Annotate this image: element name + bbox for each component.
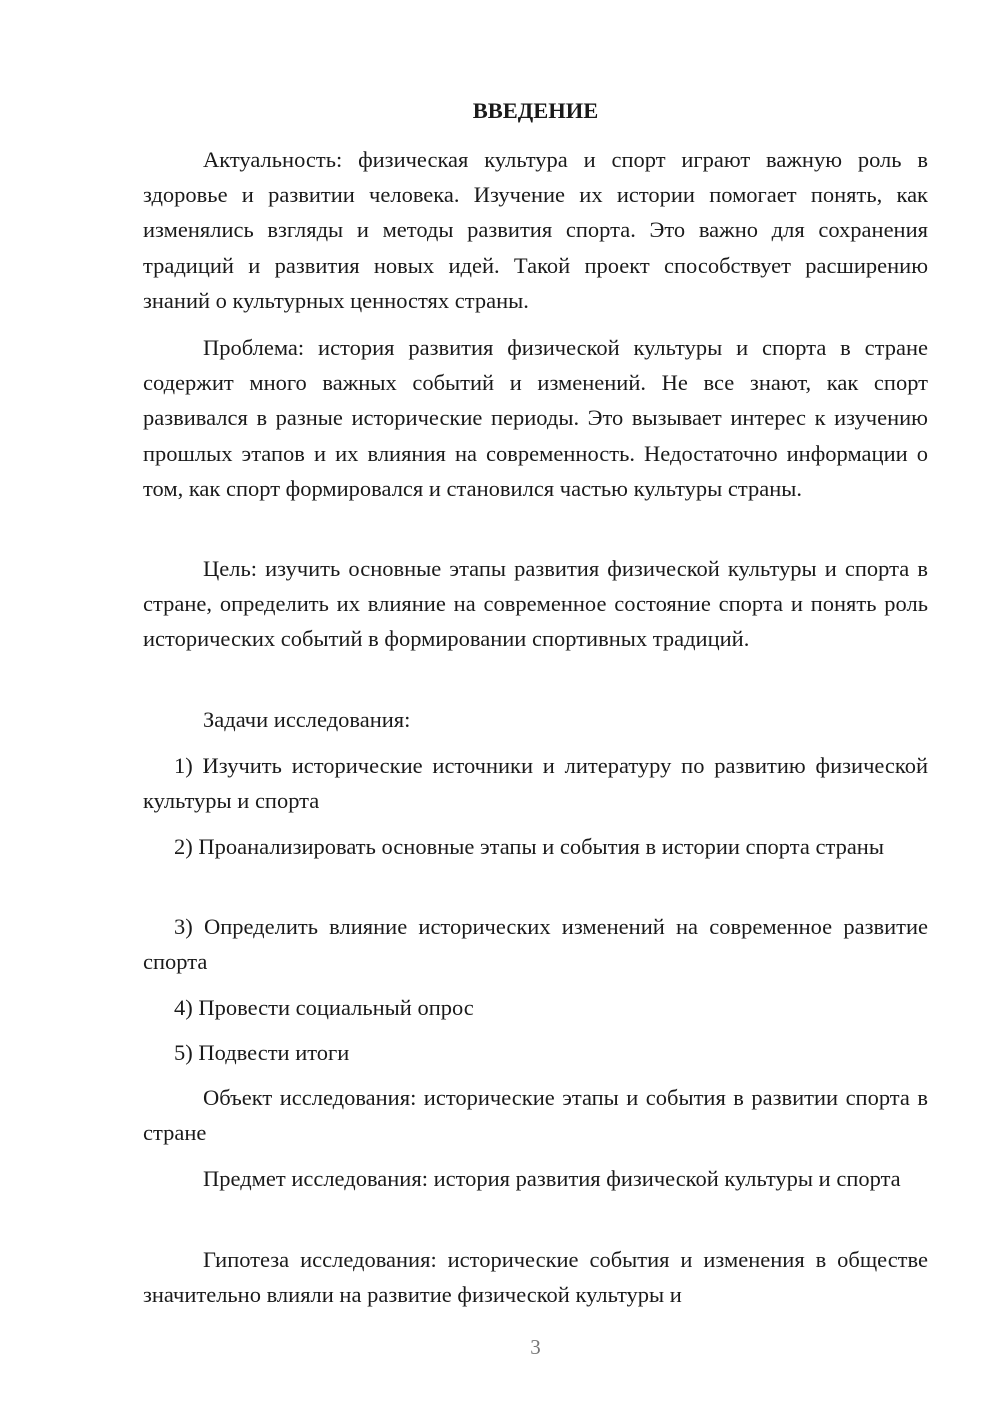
section-heading: ВВЕДЕНИЕ (472, 98, 599, 123)
paragraph-hypothesis: Гипотеза исследования: исторические события и изменения в обществе значительно влияли на развитие физической культуры и (143, 1247, 928, 1308)
page-number: 3 (530, 1335, 541, 1359)
task-item-1: 1) Изучить исторические источники и литературу по развитию физической культуры и спорта (143, 753, 928, 814)
paragraph-relevance: Актуальность: физическая культура и спорт играют важную роль в здоровье и развитии человека. Изучение их истории помогает понять, как изменялись взгляды и методы развития спорта. Это важно для сохранения традиций и развития новых идей. Такой проект способствует расширению знаний о культурных ценностях страны. (143, 147, 928, 313)
task-item-2: 2) Проанализировать основные этапы и события в истории спорта страны (174, 834, 884, 859)
paragraph-object: Объект исследования: исторические этапы и события в развитии спорта в стране (143, 1085, 928, 1146)
tasks-heading: Задачи исследования: (203, 707, 411, 732)
paragraph-problem: Проблема: история развития физической культуры и спорта в стране содержит много важных событий и изменений. Не все знают, как спорт развивался в разные исторические периоды. Это вызывает интерес к изучению прошлых этапов и их влияния на современность. Недостаточно информации о том, как спорт формировался и становился частью культуры страны. (143, 335, 928, 501)
task-item-5: 5) Подвести итоги (174, 1040, 350, 1065)
paragraph-goal: Цель: изучить основные этапы развития физической культуры и спорта в стране, определить их влияние на современное состояние спорта и понять роль исторических событий в формировании спортивных традиций. (143, 556, 928, 652)
task-item-3: 3) Определить влияние исторических изменений на современное развитие спорта (143, 914, 928, 975)
task-item-4: 4) Провести социальный опрос (174, 995, 474, 1020)
paragraph-subject: Предмет исследования: история развития физической культуры и спорта (203, 1166, 901, 1191)
